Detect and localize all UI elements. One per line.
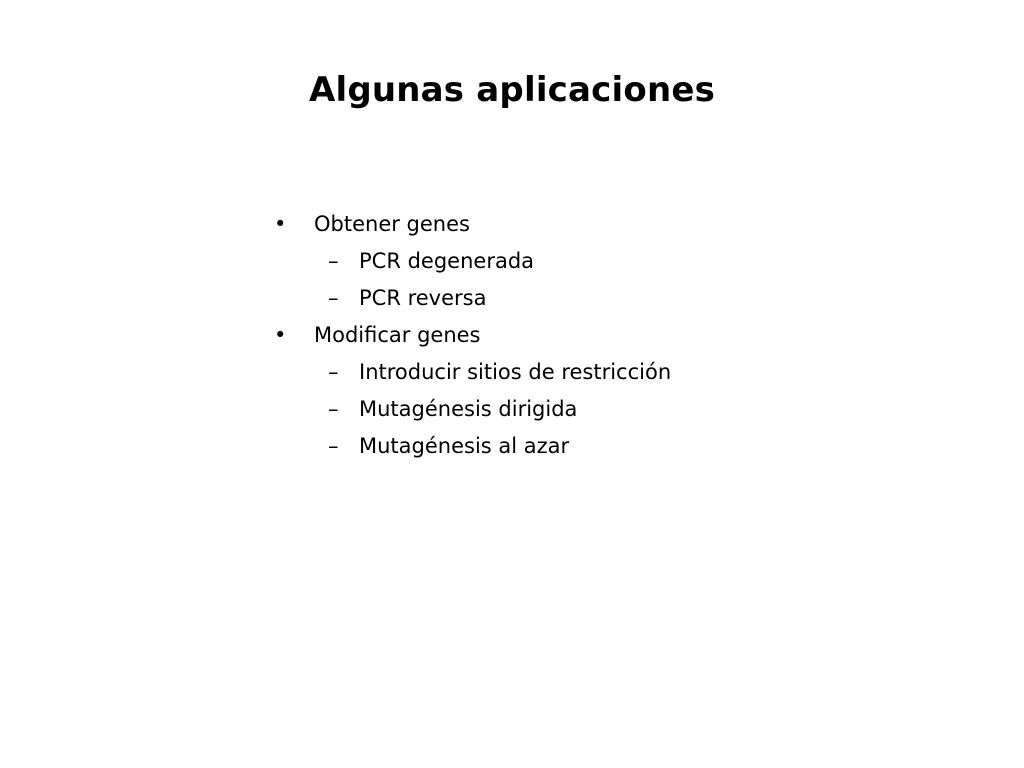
- bullet-text: Obtener genes: [314, 212, 470, 236]
- sub-bullet-marker: –: [328, 434, 339, 458]
- bullet-text: Modificar genes: [314, 323, 481, 347]
- slide-title: Algunas aplicaciones: [308, 70, 716, 110]
- sub-bullet-item: [272, 428, 832, 465]
- bullet-list: [272, 206, 832, 465]
- sub-bullet-marker: –: [328, 397, 339, 421]
- sub-bullet-marker: –: [328, 249, 339, 273]
- sub-bullet-text: Introducir sitios de restricción: [359, 360, 672, 384]
- sub-bullet-text: Mutagénesis dirigida: [359, 397, 578, 421]
- sub-bullet-item: [272, 354, 832, 391]
- sub-bullet-item: [272, 391, 832, 428]
- bullet-item-obtener-genes: [272, 206, 832, 243]
- bullet-item-modificar-genes: [272, 317, 832, 354]
- sub-bullet-text: Mutagénesis al azar: [359, 434, 570, 458]
- sub-bullet-text: PCR degenerada: [359, 249, 535, 273]
- bullet-marker: •: [274, 323, 287, 347]
- bullet-marker: •: [274, 212, 287, 236]
- sub-bullet-text: PCR reversa: [359, 286, 487, 310]
- sub-bullet-marker: –: [328, 360, 339, 384]
- sub-bullet-marker: –: [328, 286, 339, 310]
- sub-bullet-item: [272, 243, 832, 280]
- sub-bullet-item: [272, 280, 832, 317]
